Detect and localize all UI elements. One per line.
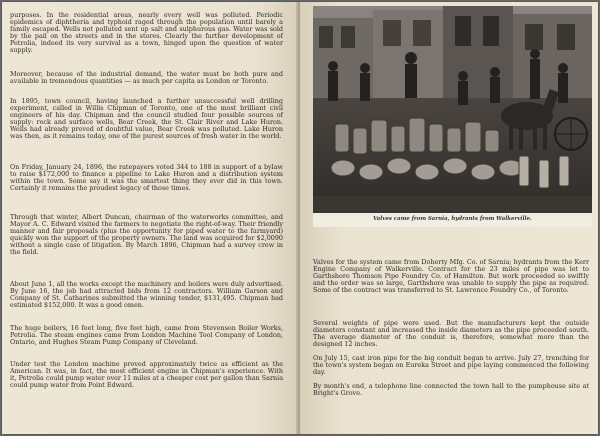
paragraph: Under test the London machine proved approximately twice as efficient as the American. It was, in fact, the most efficient engine in Chipman's experience. With it, Petrolia could pump water over 11 miles at a cheaper cost per gallon than Sarnia could pump water from Point Edward. bbox=[10, 360, 284, 390]
book-spread bbox=[2, 2, 598, 434]
right-page bbox=[300, 2, 598, 434]
paragraph: The huge boilers, 16 feet long, five feet high, came from Stevenson Boiler Works, Petrolia. The steam engines came from London Machine Tool Company of London, Ontario, and Hughes Steam Pump Company of Cleveland. bbox=[10, 324, 283, 347]
paragraph: In 1895, town council, having launched a further unsuccessful well drilling experiment, called in Willis Chipman of Toronto, one of the most brilliant civil engineers of his day. Chipman and the council studied four possible sources of supply: rock and surface wells, Bear Creek, the St. Clair River and Lake Huron. Wells had already proved of doubtful value, Bear Creek was polluted. Lake Huron was then, as it remains today, one of the purest sources of fresh water in the world. bbox=[10, 97, 283, 141]
paragraph: Valves for the system came from Doherty Mfg. Co. of Sarnia; hydrants from the Kerr Engine Company of Walkerville. Contract for the 23 miles of pipe was let to Garthshore Thomson Pipe Foundry Co. of Hamilton. But work proceeded so swiftly and the order was so large, Garthshore was unable to supply the pipe as required. Some of the contract was transferred to St. Lawrence Foundry Co., of Toronto. bbox=[313, 258, 589, 295]
paragraph: On Friday, January 24, 1896, the ratepayers voted 344 to 188 in support of a bylaw to raise $172,000 to finance a pipeline to Lake Huron and a distribution system within the town. Some say it was the smartest thing they ever did in this town. Certainly it remains the proudest legacy of those times. bbox=[10, 163, 283, 193]
paragraph: About June 1, all the works except the machinery and boilers were duly advertised. By June 16, the job had attracted bids from 12 contractors. William Garson and Company of St. Catharines submitted the winning tender, $131,495. Chipman had estimated $152,000. It was a good omen. bbox=[10, 280, 283, 310]
paragraph: Through that winter, Albert Duncan, chairman of the waterworks committee, and Mayor A. C. Edward visited the farmers to negotiate the right-of-way. Their friendly manner and fair proposals (plus the opportunity for piped water to the farmyard) quickly won the support of the property owners. The land was acquired for $2,0090 without a single case of litigation. By March 1896, Chipman had a survey crew in the field. bbox=[10, 213, 283, 257]
paragraph: By month's end, a telephone line connected the town hall to the pumphouse site at Bright's Grove. bbox=[313, 382, 589, 398]
paragraph: On July 15, cast iron pipe for the big conduit began to arrive. July 27, trenching for the town's system began on Eureka Street and pipe laying commenced the following day. bbox=[313, 354, 589, 377]
photo-caption: Valves came from Sarnia, hydrants from Walkerville. bbox=[373, 216, 532, 222]
paragraph: Several weights of pipe were used. But the manufacturers kept the outside diameters constant and increased the inside diameters as the pipe proceeded south. The average diameter of the conduit is, therefore, somewhat more than the designed 12 inches. bbox=[313, 319, 589, 349]
left-page bbox=[2, 2, 298, 434]
historical-photo bbox=[313, 6, 592, 213]
paragraph: purposes. In the residential areas, nearly every well was polluted. Periodic epidemics of diphtheria and typhoid raged through the population until barely a family escaped. Wells not polluted sent up salt and sulphurous gas. Water was sold by the pail on the streets and in the stores. Clearly the further development of Petrolia, indeed its very survival as a town, hinged upon the question of water supply. bbox=[10, 11, 283, 55]
paragraph: Moreover, because of the industrial demand, the water must be both pure and available in tremendous quantities — as much per capita as London or Toronto. bbox=[10, 70, 283, 86]
